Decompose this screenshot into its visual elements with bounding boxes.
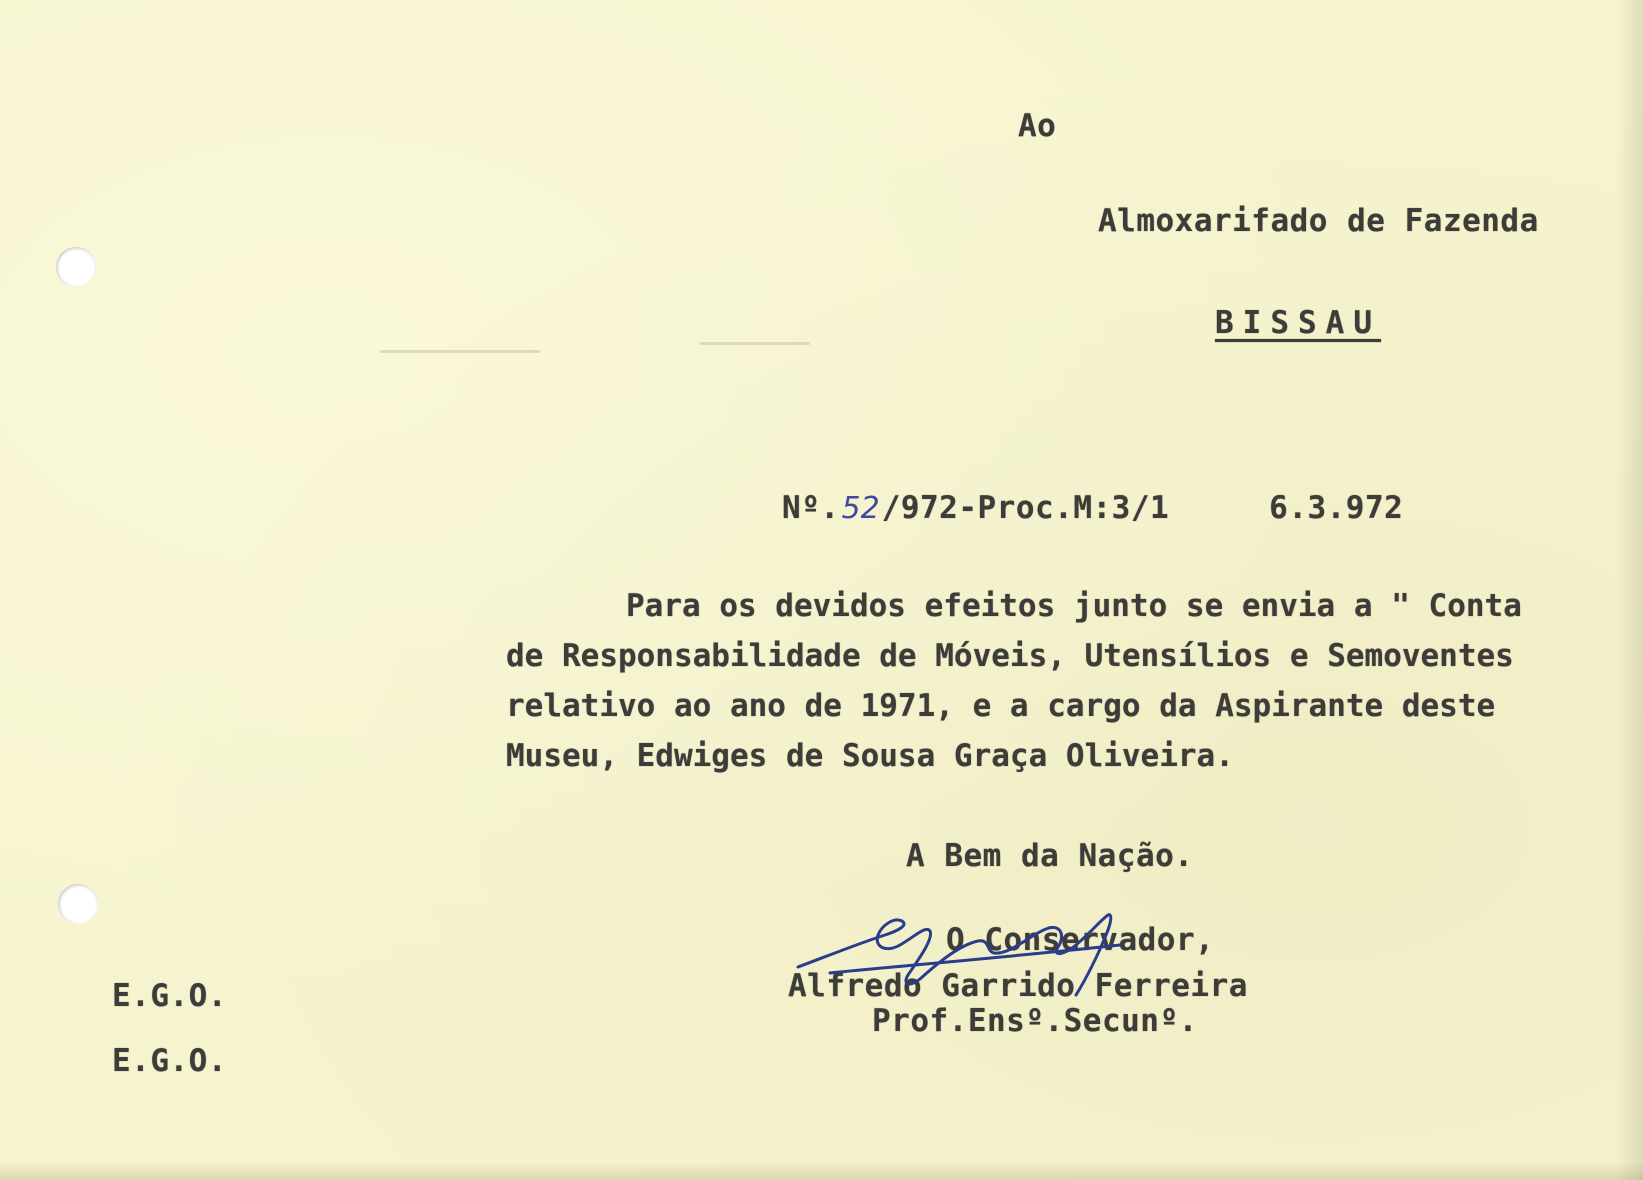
punch-hole-bottom bbox=[58, 884, 98, 924]
reference-line bbox=[782, 490, 1403, 526]
signatory-title: O Conservador, bbox=[946, 922, 1215, 958]
reference-prefix: Nº. bbox=[782, 490, 840, 526]
body-line: de Responsabilidade de Móveis, Utensílios e Semoventes bbox=[506, 638, 1514, 674]
reference-process: /972-Proc.M:3/1 bbox=[881, 490, 1170, 526]
body-line: relativo ao ano de 1971, e a cargo da Aspirante deste bbox=[506, 688, 1496, 724]
ink-smudge bbox=[380, 350, 540, 353]
addressee-recipient: Almoxarifado de Fazenda bbox=[1098, 203, 1539, 239]
signatory-role: Prof.Ensº.Secunº. bbox=[872, 1003, 1198, 1039]
handwritten-signature bbox=[790, 895, 1190, 1005]
addressee-city: BISSAU bbox=[1215, 305, 1381, 341]
punch-hole-top bbox=[56, 247, 96, 287]
closing-salutation: A Bem da Nação. bbox=[906, 838, 1194, 874]
paper-edge-shadow-right bbox=[1617, 0, 1643, 1180]
addressee-salutation: Ao bbox=[1018, 108, 1057, 144]
ink-smudge bbox=[700, 342, 810, 345]
signatory-name: Alfredo Garrido Ferreira bbox=[788, 968, 1248, 1004]
body-line: Para os devidos efeitos junto se envia a " Conta bbox=[626, 588, 1522, 624]
body-line: Museu, Edwiges de Sousa Graça Oliveira. bbox=[506, 738, 1234, 774]
typist-initials: E.G.O. bbox=[112, 1043, 227, 1079]
reference-number-handwritten: 52 bbox=[841, 491, 880, 526]
paper-edge-shadow-bottom bbox=[0, 1162, 1643, 1180]
reference-date: 6.3.972 bbox=[1269, 490, 1404, 526]
typist-initials: E.G.O. bbox=[112, 978, 227, 1014]
